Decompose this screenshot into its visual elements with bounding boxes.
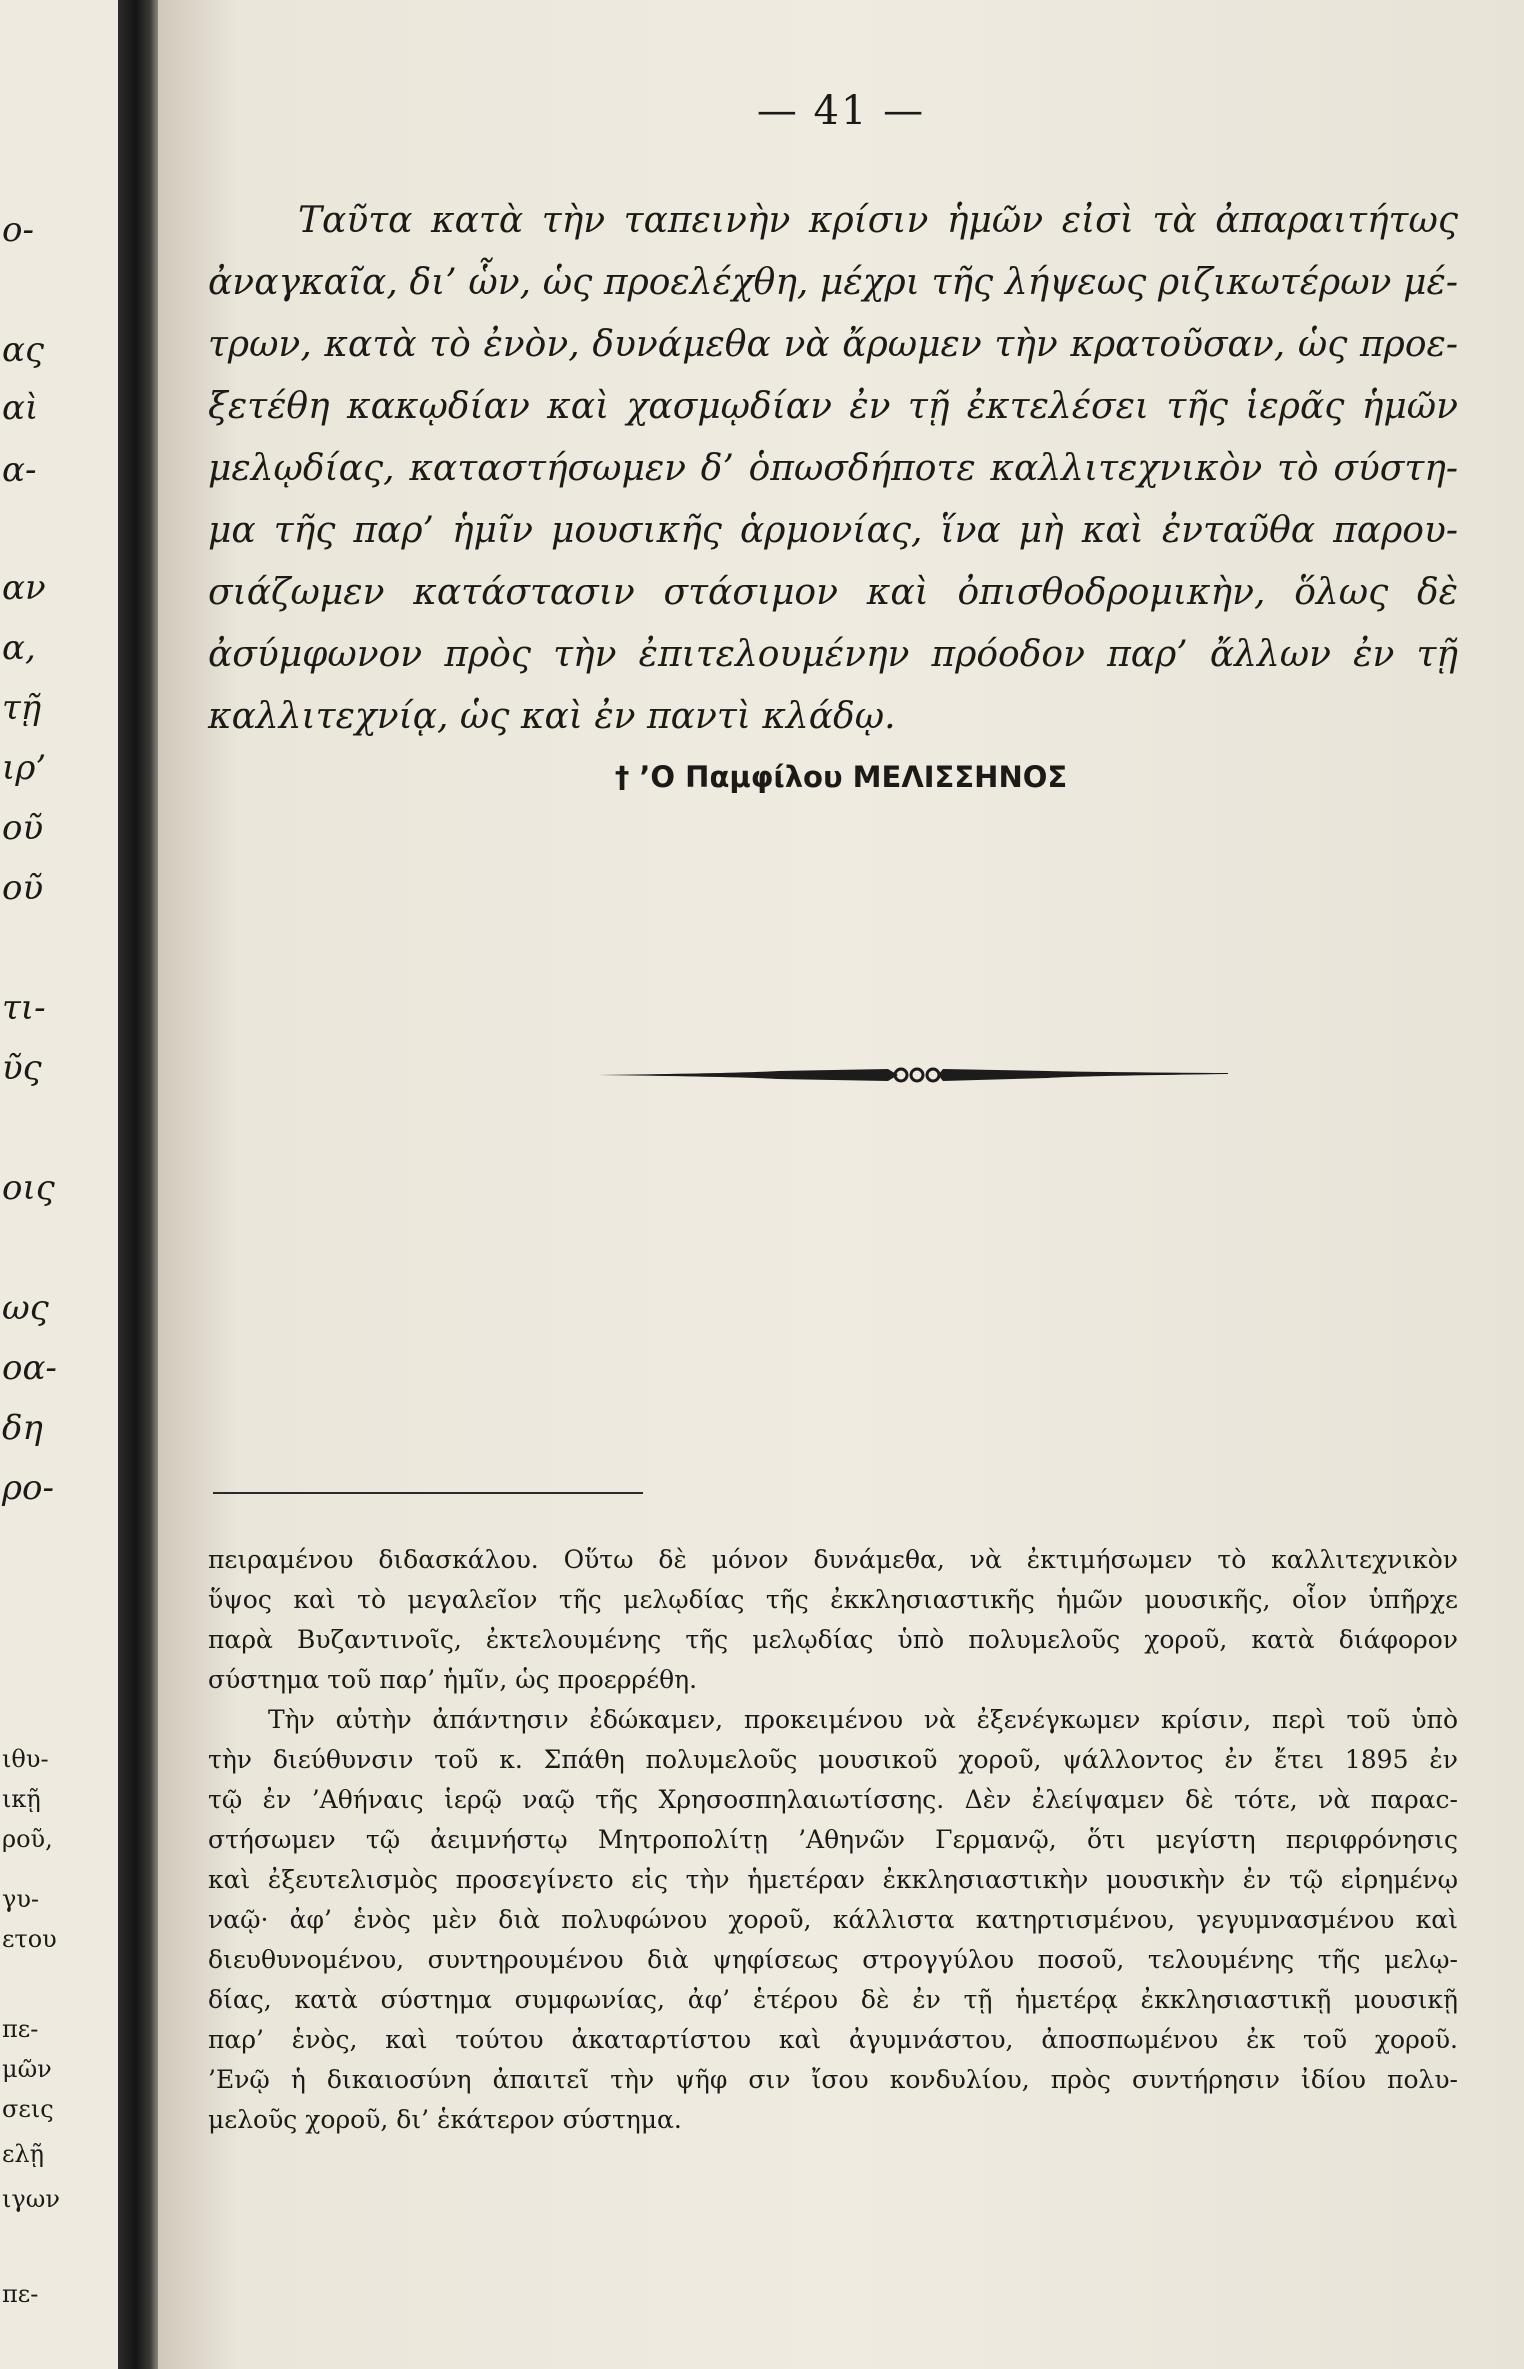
footnote-line: ὕψος καὶ τὸ μεγαλεῖον τῆς μελῳδίας τῆς ἐκκλησιαστικῆς ἡμῶν μουσικῆς, οἷον ὑπῆρχε	[208, 1585, 1458, 1614]
book-gutter	[118, 0, 158, 2369]
prev-page-fragment: ιγων	[2, 2185, 60, 2213]
footnote-line: ’Ενῷ ἡ δικαιοσύνη ἀπαιτεῖ τὴν ψῆφ σιν ἴσου κονδυλίου, πρὸς συντήρησιν ἰδίου πολυ-	[208, 2065, 1458, 2094]
text-line: ξετέθη κακῳδίαν καὶ χασμῳδίαν ἐν τῇ ἐκτελέσει τῆς ἱερᾶς ἡμῶν	[208, 386, 1458, 427]
prev-page-fragment: ιθυ-	[2, 1745, 49, 1773]
text-line: ἀσύμφωνον πρὸς τὴν ἐπιτελουμένην πρόοδον παρ’ ἄλλων ἐν τῇ	[208, 634, 1458, 675]
text-line: μα τῆς παρ’ ἡμῖν μουσικῆς ἁρμονίας, ἵνα μὴ καὶ ἐνταῦθα παρου-	[208, 510, 1458, 551]
footnote-line: τῷ ἐν ’Αθήναις ἱερῷ ναῷ τῆς Χρησοσπηλαιωτίσσης. Δὲν ἐλείψαμεν δὲ τότε, νὰ παραc-	[208, 1785, 1458, 1814]
footnote-block	[208, 1540, 1458, 2140]
footnote-line: παρ’ ἑνὸς, καὶ τούτου ἀκαταρτίστου καὶ ἀγυμνάστου, ἀποσπωμένου ἐκ τοῦ χοροῦ.	[208, 2025, 1458, 2054]
prev-page-fragment: α-	[2, 450, 37, 490]
footnote-line: τὴν διεύθυνσιν τοῦ κ. Σπάθη πολυμελοῦς μουσικοῦ χοροῦ, ψάλλοντος ἐν ἔτει 1895 ἐν	[208, 1745, 1458, 1774]
prev-page-fragment: α,	[2, 628, 36, 668]
prev-page-fragment: ελῇ	[2, 2140, 45, 2168]
prev-page-fragment: ως	[2, 1288, 49, 1328]
prev-page-fragment: αὶ	[2, 388, 39, 428]
footnote-line: στήσωμεν τῷ ἀειμνήστῳ Μητροπολίτῃ ’Αθηνῶν Γερμανῷ, ὅτι μεγίστη περιφρόνησις	[208, 1825, 1458, 1854]
footnote-line: μελοῦς χοροῦ, δι’ ἑκάτερον σύστημα.	[208, 2105, 682, 2134]
prev-page-fragment: πε-	[2, 2015, 39, 2043]
text-line: Ταῦτα κατὰ τὴν ταπεινὴν κρίσιν ἡμῶν εἰσὶ τὰ ἀπαραιτήτως	[298, 200, 1458, 241]
footnote-line: Τὴν αὐτὴν ἀπάντησιν ἐδώκαμεν, προκειμένου νὰ ἐξενέγκωμεν κρίσιν, περὶ τοῦ ὑπὸ	[268, 1705, 1458, 1734]
prev-page-fragment: ιρ’	[2, 748, 47, 788]
text-line: σιάζωμεν κατάστασιν στάσιμον καὶ ὀπισθοδρομικὴν, ὅλως δὲ	[208, 572, 1458, 613]
prev-page-fragment: οῦ	[2, 868, 44, 908]
prev-page-fragment: οῦ	[2, 808, 44, 848]
prev-page-fragment: σεις	[2, 2095, 54, 2123]
footnote-line: παρὰ Βυζαντινοῖς, ἐκτελουμένης τῆς μελῳδίας ὑπὸ πολυμελοῦς χοροῦ, κατὰ διάφορον	[208, 1625, 1458, 1654]
prev-page-fragment: ικῇ	[2, 1785, 41, 1813]
prev-page-fragment: τι-	[2, 988, 46, 1028]
prev-page-fragment: γυ-	[2, 1885, 40, 1913]
prev-page-fragment: ροῦ,	[2, 1825, 53, 1853]
page-number: — 41 —	[756, 88, 926, 134]
prev-page-fragment: ετου	[2, 1925, 57, 1953]
prev-page-fragment: πε-	[2, 2280, 39, 2308]
prev-page-fragment: ας	[2, 330, 45, 370]
text-line: ἀναγκαῖα, δι’ ὧν, ὡς προελέχθη, μέχρι τῆς λήψεως ριζικωτέρων μέ-	[208, 262, 1458, 303]
prev-page-fragment: ο-	[2, 210, 34, 250]
text-line: τρων, κατὰ τὸ ἐνὸν, δυνάμεθα νὰ ἄρωμεν τὴν κρατοῦσαν, ὡς προε-	[208, 324, 1458, 365]
footnote-line: καὶ ἐξευτελισμὸς προσεγίνετο εἰς τὴν ἡμετέραν ἐκκλησιαστικὴν μουσικὴν ἐν τῷ εἰρημένῳ	[208, 1865, 1458, 1894]
book-page	[158, 0, 1524, 2369]
prev-page-fragment: αν	[2, 568, 46, 608]
prev-page-fragment: ρο-	[2, 1468, 54, 1508]
author-signature: † ’Ο Παμφίλου ΜΕΛΙΣΣΗΝΟΣ	[614, 760, 1068, 794]
main-paragraph	[208, 190, 1458, 748]
text-line: καλλιτεχνίᾳ, ὡς καὶ ἐν παντὶ κλάδῳ.	[208, 696, 896, 737]
footnote-separator	[213, 1492, 643, 1494]
previous-page-edge	[0, 0, 118, 2369]
footnote-line: ναῷ· ἀφ’ ἑνὸς μὲν διὰ πολυφώνου χοροῦ, κάλλιστα κατηρτισμένου, γεγυμνασμένου καὶ	[208, 1905, 1458, 1934]
prev-page-fragment: δη	[2, 1408, 43, 1448]
prev-page-fragment: οις	[2, 1168, 55, 1208]
footnote-line: δίας, κατὰ σύστημα συμφωνίας, ἀφ’ ἑτέρου δὲ ἐν τῇ ἡμετέρᾳ ἐκκλησιαστικῇ μουσικῇ	[208, 1985, 1458, 2014]
ornamental-divider-icon	[598, 1060, 1228, 1090]
prev-page-fragment: μῶν	[2, 2055, 52, 2083]
prev-page-fragment: τῇ	[2, 688, 42, 728]
prev-page-fragment: οα-	[2, 1348, 57, 1388]
prev-page-fragment: ῦς	[2, 1048, 42, 1088]
footnote-line: σύστημα τοῦ παρ’ ἡμῖν, ὡς προερρέθη.	[208, 1665, 698, 1694]
footnote-line: διευθυνομένου, συντηρουμένου διὰ ψηφίσεως στρογγύλου ποσοῦ, τελουμένης τῆς μελῳ-	[208, 1945, 1458, 1974]
text-line: μελῳδίας, καταστήσωμεν δ’ ὁπωσδήποτε καλλιτεχνικὸν τὸ σύστη-	[208, 448, 1458, 489]
footnote-line: πειραμένου διδασκάλου. Οὕτω δὲ μόνον δυνάμεθα, νὰ ἐκτιμήσωμεν τὸ καλλιτεχνικὸν	[208, 1545, 1458, 1574]
